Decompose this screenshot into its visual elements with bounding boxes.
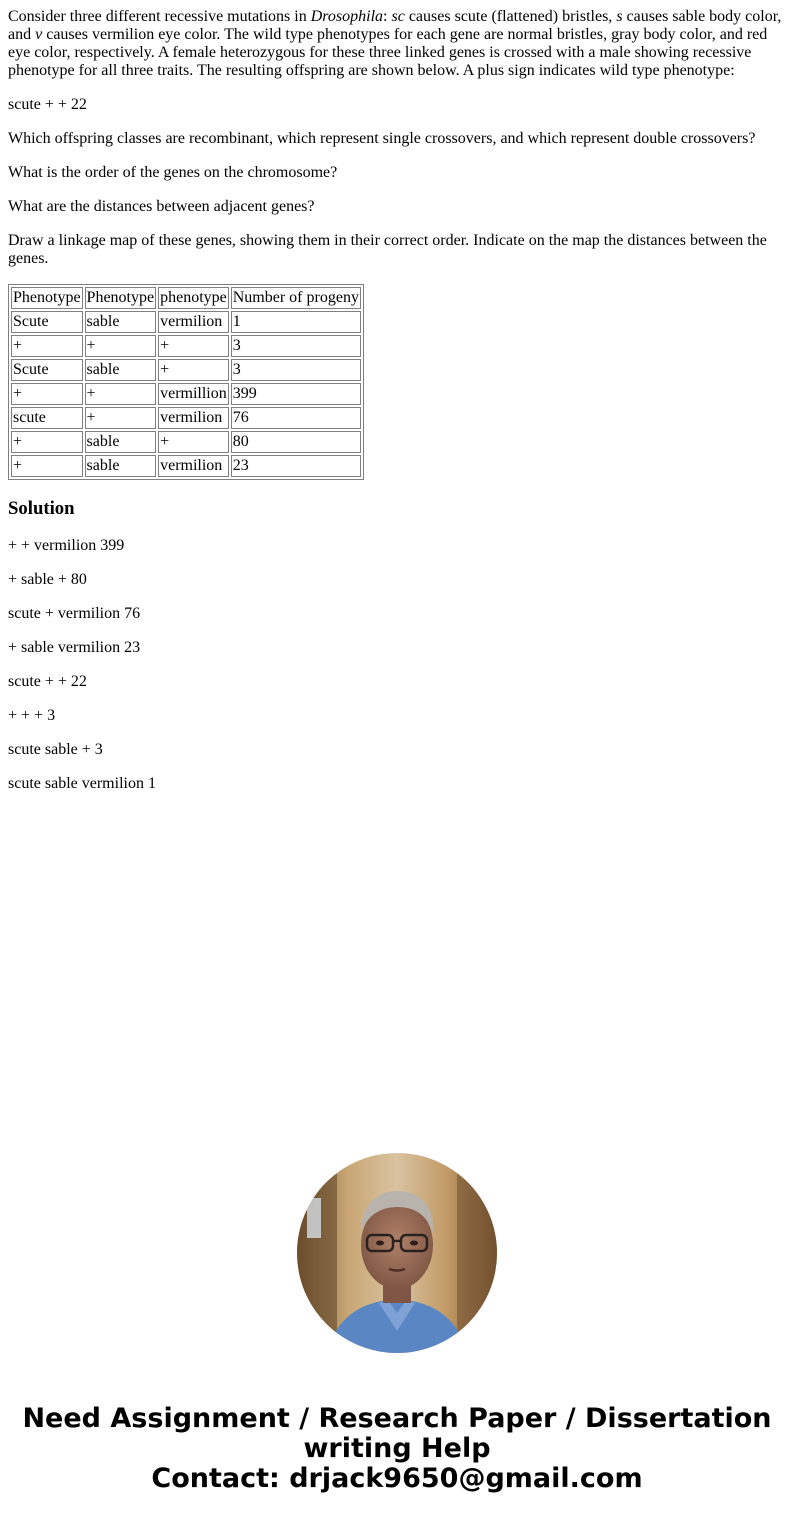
table-cell: + bbox=[158, 335, 229, 357]
table-cell: 3 bbox=[231, 335, 361, 357]
table-cell: + bbox=[11, 455, 83, 477]
table-cell: vermillion bbox=[158, 383, 229, 405]
solution-heading: Solution bbox=[8, 498, 75, 519]
table-cell: + bbox=[85, 407, 157, 429]
table-row bbox=[11, 455, 361, 477]
gene-symbol-s: s bbox=[616, 8, 623, 25]
table-cell: + bbox=[158, 431, 229, 453]
table-header-cell: Phenotype bbox=[85, 287, 157, 309]
table-cell: scute bbox=[11, 407, 83, 429]
table-header-cell: phenotype bbox=[158, 287, 229, 309]
table-cell: + bbox=[11, 431, 83, 453]
solution-line: + + vermilion 399 bbox=[8, 537, 125, 554]
solution-line: + sable + 80 bbox=[8, 571, 87, 588]
intro-text: causes sable body color, and bbox=[8, 8, 782, 43]
table-cell: sable bbox=[85, 455, 157, 477]
table-header-cell: Number of progeny bbox=[231, 287, 361, 309]
table-cell: + bbox=[11, 335, 83, 357]
table-cell: sable bbox=[85, 359, 157, 381]
table-cell: vermilion bbox=[158, 455, 229, 477]
author-portrait-image bbox=[297, 1153, 497, 1353]
table-cell: Scute bbox=[11, 311, 83, 333]
intro-text: Consider three different recessive mutations in bbox=[8, 8, 311, 25]
table-row bbox=[11, 359, 361, 381]
extra-progeny-line: scute + + 22 bbox=[8, 96, 87, 113]
table-cell: + bbox=[158, 359, 229, 381]
table-cell: + bbox=[85, 383, 157, 405]
question-4: Draw a linkage map of these genes, showing them in their correct order. Indicate on the map the distances between the genes. bbox=[8, 232, 767, 267]
question-1: Which offspring classes are recombinant, which represent single crossovers, and which represent double crossovers? bbox=[8, 130, 756, 147]
table-cell: vermilion bbox=[158, 407, 229, 429]
table-cell: Scute bbox=[11, 359, 83, 381]
species-name: Drosophila bbox=[310, 8, 384, 25]
gene-symbol-v: v bbox=[35, 26, 43, 43]
table-row bbox=[11, 407, 361, 429]
footer-contact-line: Contact: drjack9650@gmail.com bbox=[151, 1463, 643, 1494]
table-cell: 23 bbox=[231, 455, 361, 477]
intro-text: causes vermilion eye color. The wild type phenotypes for each gene are normal bristles, gray body color, and red eye color, respectively. A female heterozygous for these three linked genes is crossed with a male showing recessive phenotype for all three traits. The resulting offspring are shown below. A plus sign indicates wild type phenotype: bbox=[8, 26, 768, 79]
table-cell: sable bbox=[85, 311, 157, 333]
table-cell: 80 bbox=[231, 431, 361, 453]
table-cell: 76 bbox=[231, 407, 361, 429]
progeny-table bbox=[8, 284, 364, 480]
solution-line: scute sable vermilion 1 bbox=[8, 775, 156, 792]
solution-line: scute + + 22 bbox=[8, 673, 87, 690]
gene-symbol-sc: sc bbox=[391, 8, 405, 25]
table-row bbox=[11, 431, 361, 453]
table-cell: sable bbox=[85, 431, 157, 453]
question-2: What is the order of the genes on the chromosome? bbox=[8, 164, 338, 181]
table-header-cell: Phenotype bbox=[11, 287, 83, 309]
solution-line: scute + vermilion 76 bbox=[8, 605, 141, 622]
footer-line-1: Need Assignment / Research Paper / Dissertation bbox=[22, 1403, 772, 1434]
footer-banner bbox=[0, 1404, 794, 1494]
intro-text: : bbox=[383, 8, 392, 25]
table-header-row bbox=[11, 287, 361, 309]
solution-line: + sable vermilion 23 bbox=[8, 639, 141, 656]
table-cell: 1 bbox=[231, 311, 361, 333]
solution-line: scute sable + 3 bbox=[8, 741, 103, 758]
question-intro bbox=[8, 8, 786, 80]
table-cell: vermilion bbox=[158, 311, 229, 333]
table-cell: 3 bbox=[231, 359, 361, 381]
table-row bbox=[11, 383, 361, 405]
table-cell: + bbox=[85, 335, 157, 357]
solution-line: + + + 3 bbox=[8, 707, 56, 724]
author-avatar bbox=[297, 1153, 497, 1353]
table-cell: + bbox=[11, 383, 83, 405]
table-row bbox=[11, 335, 361, 357]
table-row bbox=[11, 311, 361, 333]
footer-line-2: writing Help bbox=[303, 1433, 491, 1464]
table-cell: 399 bbox=[231, 383, 361, 405]
intro-text: causes scute (flattened) bristles, bbox=[404, 8, 617, 25]
question-3: What are the distances between adjacent genes? bbox=[8, 198, 315, 215]
